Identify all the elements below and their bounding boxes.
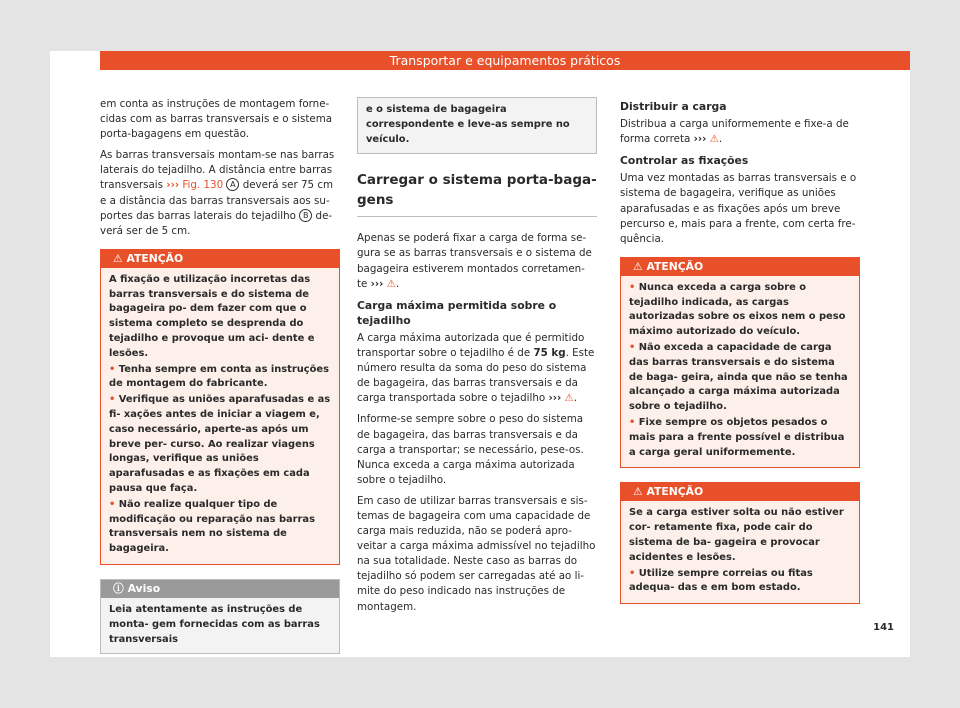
bullet-icon: • <box>109 394 116 406</box>
note-header: ⓘ Aviso <box>101 580 339 598</box>
warning-box <box>100 249 340 565</box>
warning-icon: ⚠ <box>113 251 123 265</box>
column-1 <box>100 97 340 654</box>
warning-ref-icon: ⚠ <box>564 392 574 405</box>
warning-icon: ⚠ <box>633 259 643 273</box>
bullet-icon: • <box>629 281 636 293</box>
section-header: Transportar e equipamentos práticos <box>100 51 910 70</box>
column-3 <box>620 97 860 614</box>
paragraph: As barras transversais montam-se nas barras laterais do tejadilho. A distância entre barras transversais ››› Fig. 130 A deverá ser 75 cm e a distância das barras transversais aos su- portes das barras laterais do tejadilho B de- verá ser de 5 cm. <box>100 149 335 237</box>
paragraph: A carga máxima autorizada que é permitido transportar sobre o tejadilho é de 75 kg. Este número resulta da soma do peso do sistema de bagageira, das barras transversais e da carga transportada sobre o tejadilho ››› ⚠. <box>357 331 595 405</box>
page-number: 141 <box>873 622 894 633</box>
figure-link[interactable]: Fig. 130 <box>182 179 224 192</box>
warning-ref-icon: ⚠ <box>709 133 719 146</box>
list-item: • Verifique as uniões aparafusadas e as fi- xações antes de iniciar a viagem e, caso necessário, aperte-as após um breve per- curso. Ao realizar viagens longas, verifique as uniões aparafusadas e as fixações em cada pausa que faça. <box>109 394 331 494</box>
note-text: e o sistema de bagageira correspondente e leve-as sempre no veículo. <box>366 104 570 145</box>
paragraph: Informe-se sempre sobre o peso do sistema de bagageira, das barras transversais e da carga a transportar; se necessário, pese-os. Nunca exceda a carga máxima autorizada sobre o tejadilho. <box>357 413 584 486</box>
bullet-icon: • <box>109 498 116 510</box>
note-text: Leia atentamente as instruções de monta- gem fornecidas com as barras transversais <box>109 603 320 645</box>
list-item: • Fixe sempre os objetos pesados o mais para a frente possível e distribua a carga geral uniformemente. <box>629 417 845 458</box>
paragraph: Em caso de utilizar barras transversais e sis- temas de bagageira com uma capacidade de carga mais reduzida, não se poderá apro- veitar a carga máxima admissível no tejadilho na sua totalidade. Neste caso as barras do tejadilho só podem ser carregadas até ao li- mite do peso indicado nas instruções de montagem. <box>357 494 596 613</box>
warning-header: ⚠ ATENÇÃO <box>621 258 859 276</box>
paragraph: Uma vez montadas as barras transversais e o sistema de bagageira, verifique as uniões aparafusadas e as fixações após um breve percurso e, mais para a frente, com certa fre- quência. <box>620 172 857 245</box>
warning-text: Se a carga estiver solta ou não estiver cor- retamente fixa, pode cair do sistema de ba- gageira e provocar acidentes e lesões. <box>629 507 844 563</box>
warning-header: ⚠ ATENÇÃO <box>621 483 859 501</box>
warning-header: ⚠ ATENÇÃO <box>101 250 339 268</box>
warning-body <box>621 276 859 468</box>
column-2 <box>357 97 597 621</box>
subheading: Distribuir a carga <box>620 100 727 113</box>
paragraph: Distribua a carga uniformemente e fixe-a de forma correta ››› ⚠. <box>620 118 849 146</box>
bullet-icon: • <box>109 363 116 375</box>
info-icon: ⓘ <box>113 581 124 595</box>
marker-b: B <box>299 209 312 222</box>
arrows-icon: ››› <box>370 277 384 290</box>
note-box-continued <box>357 97 597 154</box>
note-box <box>100 579 340 654</box>
subheading: Controlar as fixações <box>620 154 749 168</box>
paragraph: Apenas se poderá fixar a carga de forma se- gura se as barras transversais e o sistema de bagageira estiverem montados corretamen- te ››› ⚠. <box>357 232 592 290</box>
bullet-icon: • <box>629 342 636 354</box>
warning-icon: ⚠ <box>633 485 643 499</box>
warning-box <box>620 257 860 469</box>
marker-a: A <box>226 178 239 191</box>
list-item: • Não exceda a capacidade de carga das barras transversais e do sistema de baga- geira, ainda que não se tenha alcançado a carga máxima autorizada sobre o tejadilho. <box>629 342 848 413</box>
arrows-icon: ››› <box>693 133 707 146</box>
subheading: Carga máxima permitida sobre o tejadilho <box>357 298 557 327</box>
list-item: • Nunca exceda a carga sobre o tejadilho indicada, as cargas autorizadas sobre os eixos nem o peso máximo autorizado do veículo. <box>629 281 846 338</box>
list-item: • Utilize sempre correias ou fitas adequa- das e em bom estado. <box>629 567 813 594</box>
arrows-icon: ››› <box>548 392 562 405</box>
list-item: • Tenha sempre em conta as instruções de montagem do fabricante. <box>109 363 330 390</box>
page <box>50 51 910 657</box>
warning-ref-icon: ⚠ <box>386 277 396 290</box>
section-heading: Carregar o sistema porta-baga- gens <box>357 170 597 217</box>
warning-text: A fixação e utilização incorretas das barras transversais e do sistema de bagageira po- dem fazer com que o sistema completo se desprenda do tejadilho e provoque um aci- dente e lesões. <box>109 273 315 359</box>
bullet-icon: • <box>629 567 636 579</box>
warning-body <box>101 268 339 564</box>
bullet-icon: • <box>629 417 636 429</box>
paragraph: em conta as instruções de montagem forne- cidas com as barras transversais e o sistema porta-bagagens em questão. <box>100 98 333 141</box>
arrows-icon: ››› <box>166 179 180 192</box>
warning-body <box>621 501 859 603</box>
list-item: • Não realize qualquer tipo de modificação ou reparação nas barras transversais nem no sistema de bagageira. <box>109 498 315 555</box>
warning-box <box>620 482 860 604</box>
